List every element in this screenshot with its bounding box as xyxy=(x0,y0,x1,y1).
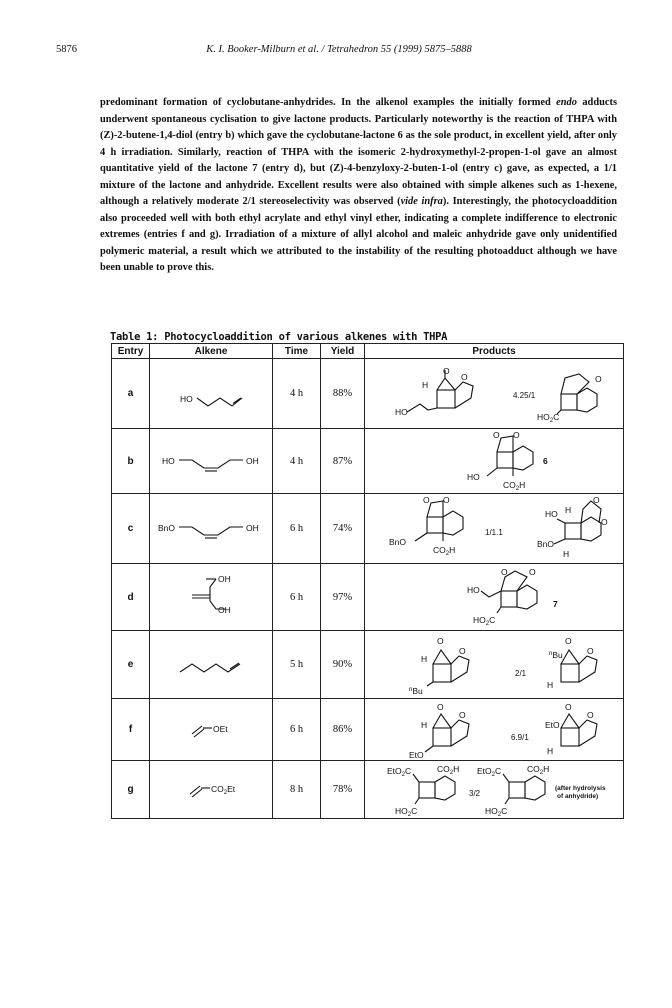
svg-text:H: H xyxy=(547,745,554,756)
svg-text:7: 7 xyxy=(553,598,558,609)
svg-text:OEt: OEt xyxy=(213,723,228,734)
body-paragraph: predominant formation of cyclobutane-anhydrides. In the alkenol examples the initially formed endo adducts underwent spontaneous cyclisation to give lactone products. Particularly noteworthy is the reaction of THPA with (Z)-2-butene-1,4-diol (entry b) which gave the cyclobutane-lactone 6 as the sole product, in excellent yield, after only 4 h irradiation. Similarly, reaction of THPA with the isomeric 2-hydroxymethyl-2-propen-1-ol gave an almost quantitative yield of the lactone 7 (entry d), but (Z)-4-benzyloxy-2-buten-1-ol (entry c) gave, as expected, a 1/1 mixture of the lactone and anhydride. Excellent results were also obtained with simple alkenes such as 1-hexene, although a relatively moderate 2/1 stereoselectivity was observed (vide infra). Interestingly, the photocycloaddition also proceeded well with both ethyl acrylate and ethyl vinyl ether, indicating a complete indifference to electronic extremes (entries f and g). Irradiation of a mixture of allyl alcohol and maleic anhydride gave only unidentified polymeric material, a result which we attributed to the instability of the resulting photoadduct although we have been unable to prove this. xyxy=(100,97,618,273)
svg-text:nBu: $^n$Bu xyxy=(549,649,563,660)
svg-text:OH: OH xyxy=(218,604,231,615)
svg-text:2/1: 2/1 xyxy=(515,668,527,678)
products-cell xyxy=(365,699,624,761)
table-row xyxy=(112,699,624,761)
svg-text:O: O xyxy=(529,566,536,577)
svg-text:H: H xyxy=(421,719,428,730)
time-cell: 6 h xyxy=(273,699,321,761)
alkene-cell xyxy=(150,699,273,761)
svg-text:CO2Et: $CO_2Et$ xyxy=(211,783,236,796)
svg-text:HO: HO xyxy=(467,584,480,595)
running-head: K. I. Booker-Milburn et al. / Tetrahedron 55 (1999) 5875–5888 xyxy=(206,44,472,55)
product-structures-c xyxy=(365,495,624,563)
svg-text:3/2: 3/2 xyxy=(469,788,481,798)
svg-text:O: O xyxy=(601,516,608,527)
entry-cell: b xyxy=(112,429,150,494)
svg-text:H: H xyxy=(547,679,554,690)
svg-text:CO2H: $CO_2H$ xyxy=(433,544,456,557)
svg-text:O: O xyxy=(443,494,450,505)
products-cell xyxy=(365,564,624,631)
svg-text:CO2H: $CO_2H$ xyxy=(503,479,526,492)
header-products: Products xyxy=(365,344,624,359)
svg-text:OH: OH xyxy=(218,573,231,584)
svg-text:OH: OH xyxy=(246,455,259,466)
svg-text:O: O xyxy=(587,645,594,656)
header-time: Time xyxy=(273,344,321,359)
header-alkene: Alkene xyxy=(150,344,273,359)
svg-text:O: O xyxy=(423,494,430,505)
svg-text:O: O xyxy=(437,701,444,712)
time-cell: 5 h xyxy=(273,631,321,699)
svg-text:1/1.1: 1/1.1 xyxy=(485,527,503,537)
product-structures-a xyxy=(365,360,624,428)
yield-cell: 87% xyxy=(321,429,365,494)
svg-text:O: O xyxy=(513,429,520,440)
svg-text:O: O xyxy=(459,709,466,720)
alkene-structure-b xyxy=(150,430,273,493)
alkene-cell xyxy=(150,761,273,819)
entry-cell: g xyxy=(112,761,150,819)
svg-text:O: O xyxy=(565,701,572,712)
svg-text:O: O xyxy=(565,635,572,646)
svg-text:EtO: EtO xyxy=(545,719,560,730)
header-yield: Yield xyxy=(321,344,365,359)
table-caption: Table 1: Photocycloaddition of various alkenes with THPA xyxy=(110,331,448,343)
entry-cell: a xyxy=(112,359,150,429)
svg-text:EtO2C: EtO$_2$C xyxy=(477,765,502,778)
svg-text:EtO2C: EtO$_2$C xyxy=(387,765,412,778)
entry-cell: e xyxy=(112,631,150,699)
time-cell: 8 h xyxy=(273,761,321,819)
yield-cell: 86% xyxy=(321,699,365,761)
svg-text:HO: HO xyxy=(467,471,480,482)
products-cell xyxy=(365,631,624,699)
table-row xyxy=(112,359,624,429)
svg-text:H: H xyxy=(421,653,428,664)
svg-text:O: O xyxy=(461,371,468,382)
yield-cell: 90% xyxy=(321,631,365,699)
product-structures-d xyxy=(365,565,624,630)
products-cell xyxy=(365,429,624,494)
svg-text:O: O xyxy=(595,373,602,384)
svg-text:OH: OH xyxy=(246,522,259,533)
svg-text:H: H xyxy=(422,379,429,390)
time-cell: 6 h xyxy=(273,564,321,631)
time-cell: 4 h xyxy=(273,429,321,494)
alkene-structure-f xyxy=(150,700,273,760)
svg-text:BnO: BnO xyxy=(158,522,176,533)
svg-text:BnO: BnO xyxy=(537,538,555,549)
table-row xyxy=(112,494,624,564)
svg-text:O: O xyxy=(443,365,450,376)
product-structures-f xyxy=(365,700,624,760)
product-structures-b xyxy=(365,430,624,493)
alkene-structure-e xyxy=(150,632,273,698)
svg-text:O: O xyxy=(593,494,600,505)
svg-text:O: O xyxy=(459,645,466,656)
svg-text:EtO: EtO xyxy=(409,749,424,760)
time-cell: 6 h xyxy=(273,494,321,564)
svg-text:(after hydrolysis: (after hydrolysis xyxy=(555,784,606,792)
svg-text:HO: HO xyxy=(395,406,408,417)
svg-text:6: 6 xyxy=(543,455,548,466)
table-row xyxy=(112,631,624,699)
svg-text:CO2H: $CO_2H$ xyxy=(437,763,460,776)
svg-text:O: O xyxy=(437,635,444,646)
svg-text:4.25/1: 4.25/1 xyxy=(513,390,536,400)
svg-text:HO: HO xyxy=(180,393,193,404)
alkene-cell xyxy=(150,564,273,631)
svg-text:O: O xyxy=(493,429,500,440)
alkene-cell xyxy=(150,631,273,699)
svg-text:H: H xyxy=(565,504,572,515)
alkene-cell xyxy=(150,494,273,564)
svg-text:HO: HO xyxy=(545,508,558,519)
time-cell: 4 h xyxy=(273,359,321,429)
products-cell xyxy=(365,359,624,429)
table-header-row xyxy=(112,344,624,359)
alkene-cell xyxy=(150,359,273,429)
alkene-structure-c xyxy=(150,495,273,563)
svg-text:HO2C: $HO_2C$ xyxy=(473,614,496,627)
entry-cell: d xyxy=(112,564,150,631)
yield-cell: 88% xyxy=(321,359,365,429)
table-row xyxy=(112,429,624,494)
alkene-structure-a xyxy=(150,360,273,428)
svg-text:6.9/1: 6.9/1 xyxy=(511,732,529,742)
yield-cell: 74% xyxy=(321,494,365,564)
yield-cell: 78% xyxy=(321,761,365,819)
products-cell xyxy=(365,761,624,819)
alkene-structure-d xyxy=(150,565,273,630)
svg-text:BnO: BnO xyxy=(389,536,407,547)
alkene-structure-g xyxy=(150,762,273,818)
svg-text:HO: HO xyxy=(162,455,175,466)
entry-cell: f xyxy=(112,699,150,761)
table-row xyxy=(112,564,624,631)
svg-text:O: O xyxy=(587,709,594,720)
svg-text:O: O xyxy=(501,566,508,577)
svg-text:HO2C: $HO_2C$ xyxy=(395,805,418,818)
svg-text:of anhydride): of anhydride) xyxy=(557,792,599,800)
alkene-cell xyxy=(150,429,273,494)
table-row xyxy=(112,761,624,819)
svg-text:HO2C: $HO_2C$ xyxy=(537,411,560,424)
page-header xyxy=(56,44,622,60)
results-table xyxy=(111,343,624,819)
products-cell xyxy=(365,494,624,564)
svg-text:CO2H: $CO_2H$ xyxy=(527,763,550,776)
svg-text:nBu: $^n$Bu xyxy=(409,685,423,696)
svg-text:HO2C: $HO_2C$ xyxy=(485,805,508,818)
svg-text:H: H xyxy=(563,548,570,559)
page-number: 5876 xyxy=(56,44,77,55)
product-structures-g xyxy=(365,762,624,818)
header-entry: Entry xyxy=(112,344,150,359)
entry-cell: c xyxy=(112,494,150,564)
yield-cell: 97% xyxy=(321,564,365,631)
product-structures-e xyxy=(365,632,624,698)
